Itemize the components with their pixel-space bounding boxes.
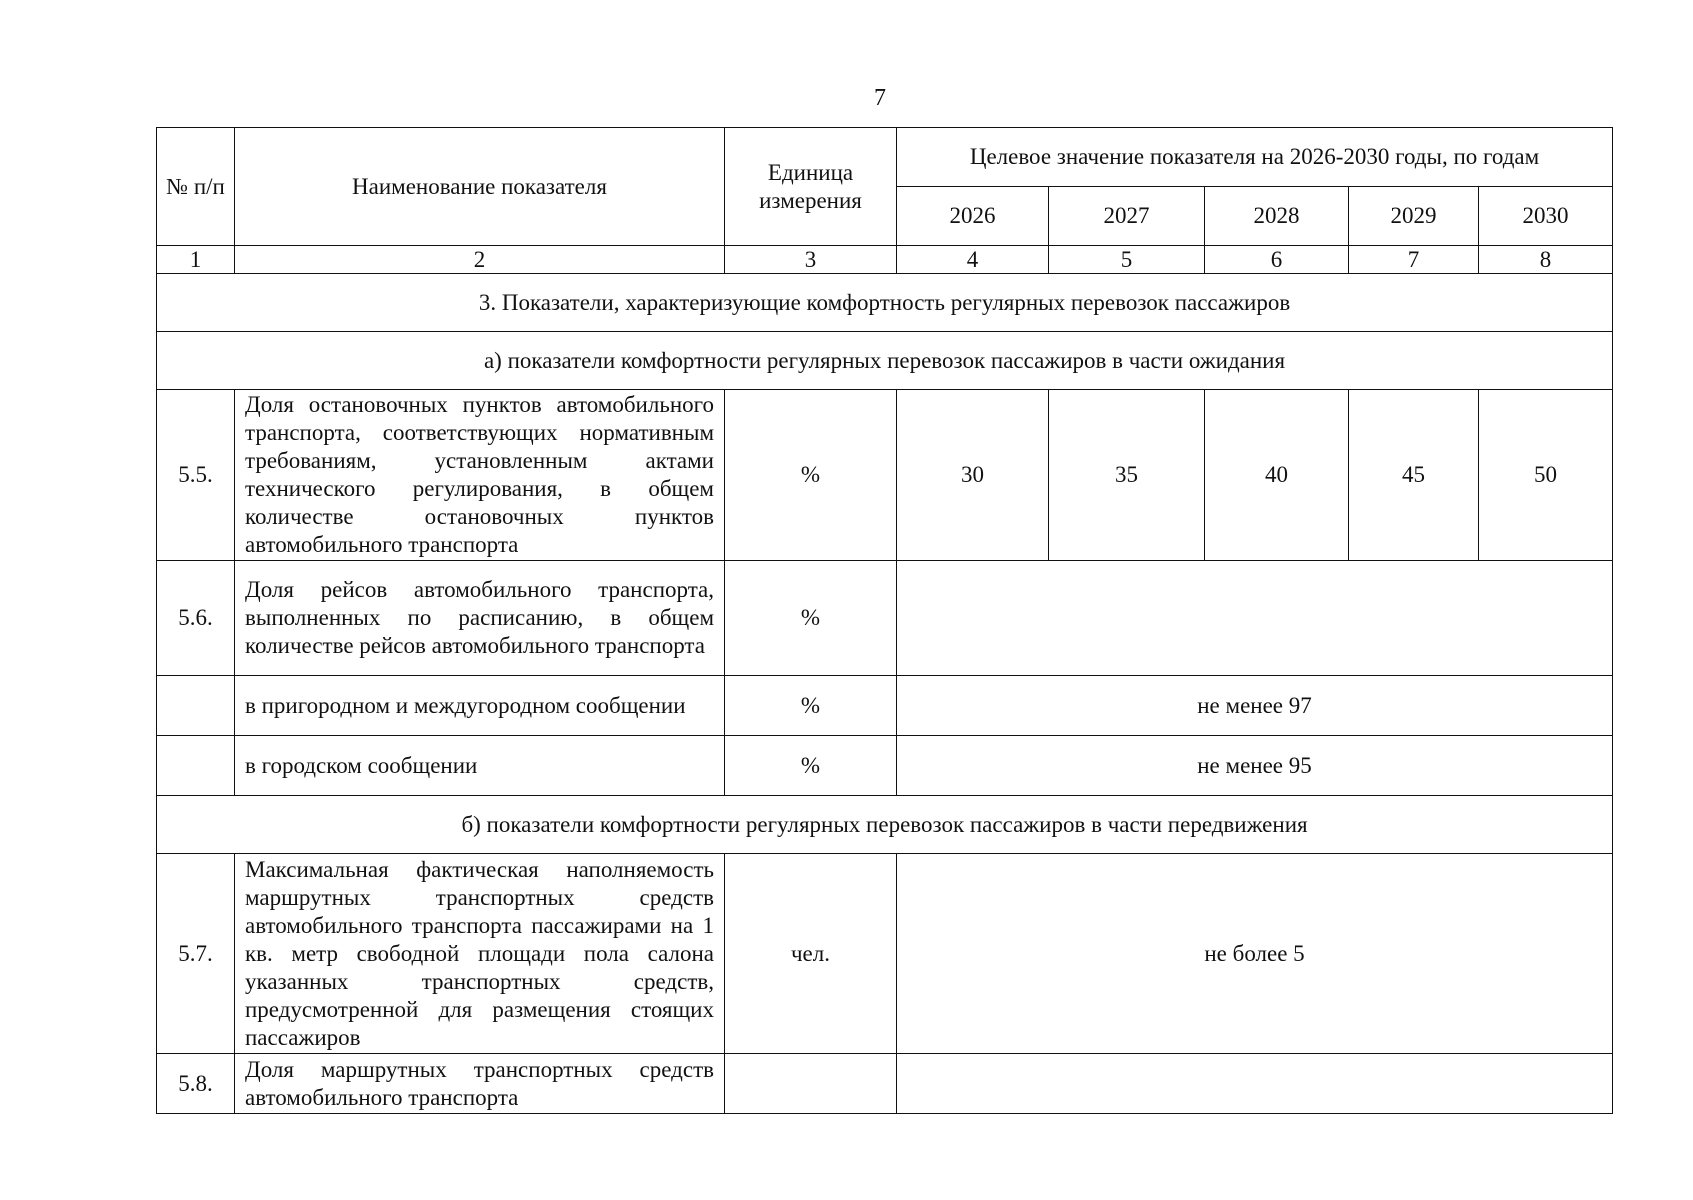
subsection-title-b: б) показатели комфортности регулярных перевозок пассажиров в части передвижения <box>157 796 1613 854</box>
indicator-name: Доля маршрутных транспортных средств автомобильного транспорта <box>235 1054 725 1114</box>
indicator-value: не более 5 <box>897 854 1613 1054</box>
indicator-value: не менее 97 <box>897 676 1613 736</box>
subsection-row <box>157 332 1613 390</box>
indicators-table <box>156 127 1613 1114</box>
header-year: 2029 <box>1349 187 1479 246</box>
indicator-name: в городском сообщении <box>235 736 725 796</box>
table-row <box>157 561 1613 676</box>
row-number: 5.7. <box>157 854 235 1054</box>
indicator-value: 30 <box>897 390 1049 561</box>
header-number: № п/п <box>157 128 235 246</box>
section-row <box>157 274 1613 332</box>
column-number: 8 <box>1479 246 1613 274</box>
subsection-title-a: а) показатели комфортности регулярных перевозок пассажиров в части ожидания <box>157 332 1613 390</box>
header-year: 2028 <box>1205 187 1349 246</box>
header-target: Целевое значение показателя на 2026-2030 годы, по годам <box>897 128 1613 187</box>
row-number: 5.8. <box>157 1054 235 1114</box>
indicator-value: 50 <box>1479 390 1613 561</box>
indicator-unit: % <box>725 561 897 676</box>
column-number: 5 <box>1049 246 1205 274</box>
indicator-unit: % <box>725 736 897 796</box>
table-row <box>157 854 1613 1054</box>
header-unit: Единица измерения <box>725 128 897 246</box>
page-number: 7 <box>874 85 886 111</box>
section-title: 3. Показатели, характеризующие комфортность регулярных перевозок пассажиров <box>157 274 1613 332</box>
indicator-name: в пригородном и междугородном сообщении <box>235 676 725 736</box>
header-row <box>157 128 1613 187</box>
header-year: 2030 <box>1479 187 1613 246</box>
header-name: Наименование показателя <box>235 128 725 246</box>
column-number: 6 <box>1205 246 1349 274</box>
subsection-row <box>157 796 1613 854</box>
indicator-name: Максимальная фактическая наполняемость маршрутных транспортных средств автомобильного транспорта пассажирами на 1 кв. метр свободной площади пола салона указанных транспортных средств, предусмотренной для размещения стоящих пассажиров <box>235 854 725 1054</box>
row-number <box>157 676 235 736</box>
indicator-unit: % <box>725 676 897 736</box>
row-number: 5.6. <box>157 561 235 676</box>
header-year: 2027 <box>1049 187 1205 246</box>
indicator-value: не менее 95 <box>897 736 1613 796</box>
column-number: 4 <box>897 246 1049 274</box>
indicator-name: Доля остановочных пунктов автомобильного транспорта, соответствующих нормативным требованиям, установленным актами технического регулирования, в общем количестве остановочных пунктов автомобильного транспорта <box>235 390 725 561</box>
indicator-value <box>897 561 1613 676</box>
indicator-unit <box>725 1054 897 1114</box>
column-number: 2 <box>235 246 725 274</box>
row-number: 5.5. <box>157 390 235 561</box>
column-numbers-row <box>157 246 1613 274</box>
indicator-value: 45 <box>1349 390 1479 561</box>
table-row <box>157 1054 1613 1114</box>
header-year: 2026 <box>897 187 1049 246</box>
table-row <box>157 390 1613 561</box>
table-row <box>157 736 1613 796</box>
indicator-unit: % <box>725 390 897 561</box>
indicator-value <box>897 1054 1613 1114</box>
indicator-value: 35 <box>1049 390 1205 561</box>
column-number: 7 <box>1349 246 1479 274</box>
indicator-value: 40 <box>1205 390 1349 561</box>
column-number: 3 <box>725 246 897 274</box>
indicator-name: Доля рейсов автомобильного транспорта, выполненных по расписанию, в общем количестве рейсов автомобильного транспорта <box>235 561 725 676</box>
column-number: 1 <box>157 246 235 274</box>
indicator-unit: чел. <box>725 854 897 1054</box>
table-row <box>157 676 1613 736</box>
row-number <box>157 736 235 796</box>
